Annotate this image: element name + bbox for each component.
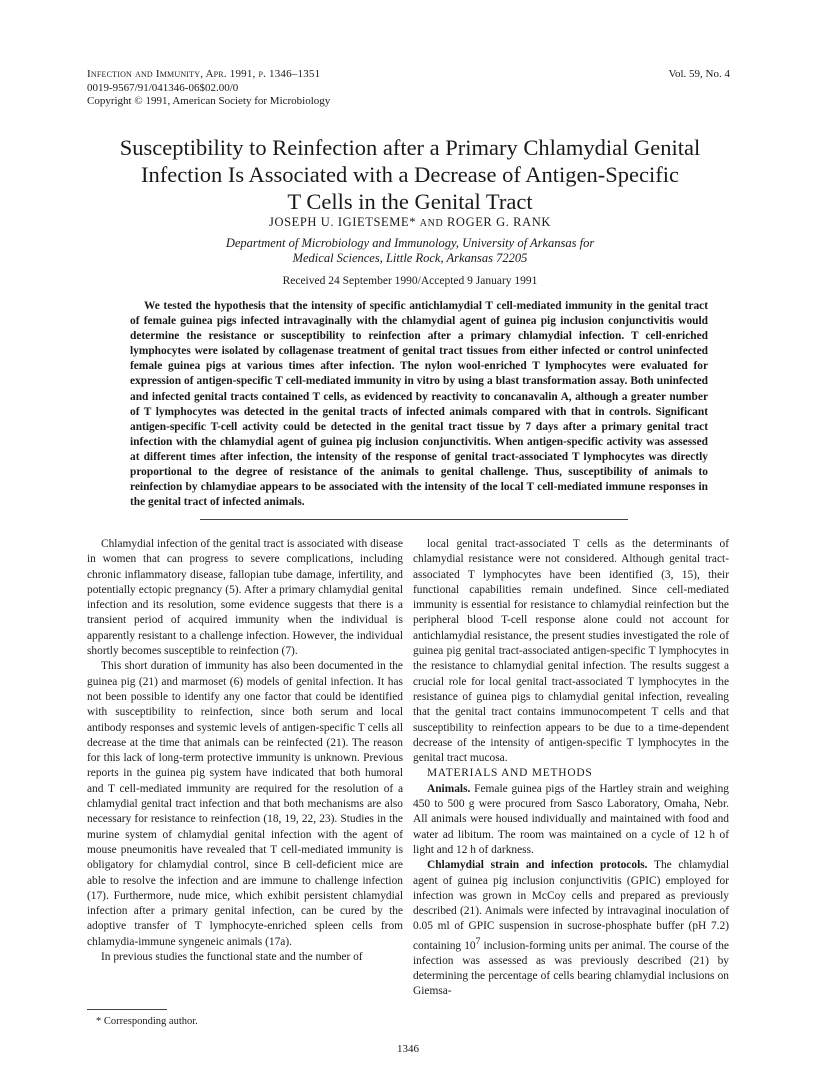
author-conjunction: AND bbox=[419, 218, 444, 229]
received-dates: Received 24 September 1990/Accepted 9 January 1991 bbox=[282, 275, 538, 287]
right-column bbox=[413, 537, 729, 1000]
author-list bbox=[80, 215, 740, 230]
footnote: * Corresponding author. bbox=[96, 1016, 198, 1027]
volume-issue: Vol. 59, No. 4 bbox=[668, 68, 730, 80]
body-paragraph: In previous studies the functional state and the number of bbox=[101, 951, 363, 964]
body-paragraph: local genital tract-associated T cells as the determinants of chlamydial resistance were not considered. Although genital tract-associated T lymphocytes have been identified (3, 15), their functional capabilities remain undefined. Since cell-mediated immunity is essential for resistance to chlamydial reinfection but the peripheral blood T-cell response alone could not account for antichlamydial resistance, the present studies investigated the role of guinea pig genital tract-associated antigen-specific T lymphocytes in the resistance to chlamydial genital infection. The results suggest a crucial role for local genital tract-associated T lymphocytes in the resistance of guinea pigs to chlamydial genital infection, revealing that the genital tract contains immunocompetent T cells and that susceptibility to reinfection appears to be due to a time-dependent decrease of the intensity of antigen-specific T lymphocytes in the genital tract mucosa. bbox=[413, 538, 729, 765]
body-paragraph bbox=[413, 782, 729, 858]
running-header bbox=[87, 68, 330, 109]
superscript-exponent: 7 bbox=[475, 936, 481, 947]
article-title: Susceptibility to Reinfection after a Primary Chlamydial Genital Infection Is Associated with a Decrease of Antigen-Specific T Cells in the Genital Tract bbox=[119, 135, 701, 214]
abstract: We tested the hypothesis that the intensity of specific antichlamydial T cell-mediated immunity in the genital tract of female guinea pigs infected intravaginally with the chlamydial agent of guinea pig inclusion conjunctivitis would determine the resistance or susceptibility to reinfection after a primary chlamydial infection. T cell-enriched lymphocytes were isolated by collagenase treatment of genital tract tissues from either infected or control uninfected female guinea pigs at various times after infection. The nylon wool-enriched T lymphocytes were evaluated for expression of antigen-specific T cell-mediated immunity in vitro by using a blast transformation assay. Both uninfected and infected genital tracts contained T cells, as evidenced by reactivity to concanavalin A, although a greater number of T lymphocytes was detected in the genital tracts of infected animals compared with that in controls. Significant antigen-specific T-cell activity could be detected in the genital tract tissue by 7 days after a primary genital tract infection with the chlamydial agent of guinea pig inclusion conjunctivitis. When antigen-specific activity was assessed at different times after infection, the intensity of the response of genital tract-associated T lymphocytes was directly proportional to the degree of resistance of the animals to genital challenge. Thus, susceptibility of animals to reinfection by chlamydiae appears to be associated with the intensity of the local T cell-mediated immune responses in the genital tract of infected animals. bbox=[130, 300, 708, 509]
author-name: JOSEPH U. IGIETSEME* bbox=[268, 215, 417, 229]
body-paragraph: Chlamydial infection of the genital tract is associated with disease in women that can progress to severe complications, including chronic inflammatory disease, fallopian tube damage, infertility, and potentially ectopic pregnancy (5). After a primary chlamydial genital infection and its resolution, some evidence suggests that there is a transient period of acquired immunity when the individual is apparently resistant to a challenge infection. However, the individual shortly becomes susceptible to reinfection (7). bbox=[87, 538, 403, 658]
run-in-heading: Chlamydial strain and infection protocols. bbox=[427, 859, 648, 872]
paragraph-text: inclusion-forming units per animal. The course of the infection was assessed as was previously described (21) by determining the percentage of cells bearing chlamydial inclusions on Giemsa- bbox=[413, 939, 729, 998]
journal-citation: Infection and Immunity, Apr. 1991, p. 1346–1351 bbox=[87, 68, 321, 80]
section-heading: MATERIALS AND METHODS bbox=[427, 767, 593, 780]
page-number: 1346 bbox=[397, 1043, 419, 1055]
author-name: ROGER G. RANK bbox=[447, 215, 551, 229]
paragraph-text: The chlamydial agent of guinea pig inclusion conjunctivitis (GPIC) employed for infection was grown in McCoy cells and prepared as previously described (21). Animals were infected by intravaginal inoculation of 0.05 ml of GPIC suspension in sucrose-phosphate buffer (pH 7.2) containing 10 bbox=[413, 859, 729, 952]
footnote-divider bbox=[87, 1009, 167, 1010]
paragraph-text: Female guinea pigs of the Hartley strain and weighing 450 to 500 g were procured from Sasco Laboratory, Omaha, Nebr. All animals were housed individually and maintained with food and water ad libitum. The room was maintained on a cycle of 12 h of light and 12 h of darkness. bbox=[413, 782, 729, 856]
body-paragraph bbox=[413, 858, 729, 999]
copyright-notice: Copyright © 1991, American Society for Microbiology bbox=[87, 95, 331, 107]
left-column bbox=[87, 537, 403, 965]
run-in-heading: Animals. bbox=[427, 782, 471, 795]
abstract-divider bbox=[200, 519, 628, 520]
affiliation: Department of Microbiology and Immunology, University of Arkansas for Medical Sciences, Little Rock, Arkansas 72205 bbox=[225, 236, 595, 265]
body-paragraph: This short duration of immunity has also been documented in the guinea pig (21) and marmoset (6) models of genital infection. It has not been possible to identify any one factor that could be identified with susceptibility to reinfection, since both serum and local antibody responses and systemic levels of antigen-specific T cells all decrease at the time that animals can be reinfected (21). The reason for this lack of long-term protective immunity is unknown. Previous reports in the guinea pig system have indicated that both humoral and T cell-mediated immunity are required for the resolution of a chlamydial genital tract infection and that both mechanisms are also necessary for resistance to reinfection (18, 19, 22, 23). Studies in the murine system of chlamydial genital infection with the agent of mouse pneumonitis have revealed that T cell-mediated immunity is obligatory for chlamydial control, since B cell-deficient mice are able to resolve the infection and are immune to challenge infection (17). Furthermore, nude mice, which exhibit persistent chlamydial infection after a primary genital infection, can be cured by the adoptive transfer of T lymphocyte-enriched spleen cells from chlamydia-immune syngeneic animals (17a). bbox=[87, 660, 403, 948]
article-code: 0019-9567/91/041346-06$02.00/0 bbox=[87, 81, 239, 94]
